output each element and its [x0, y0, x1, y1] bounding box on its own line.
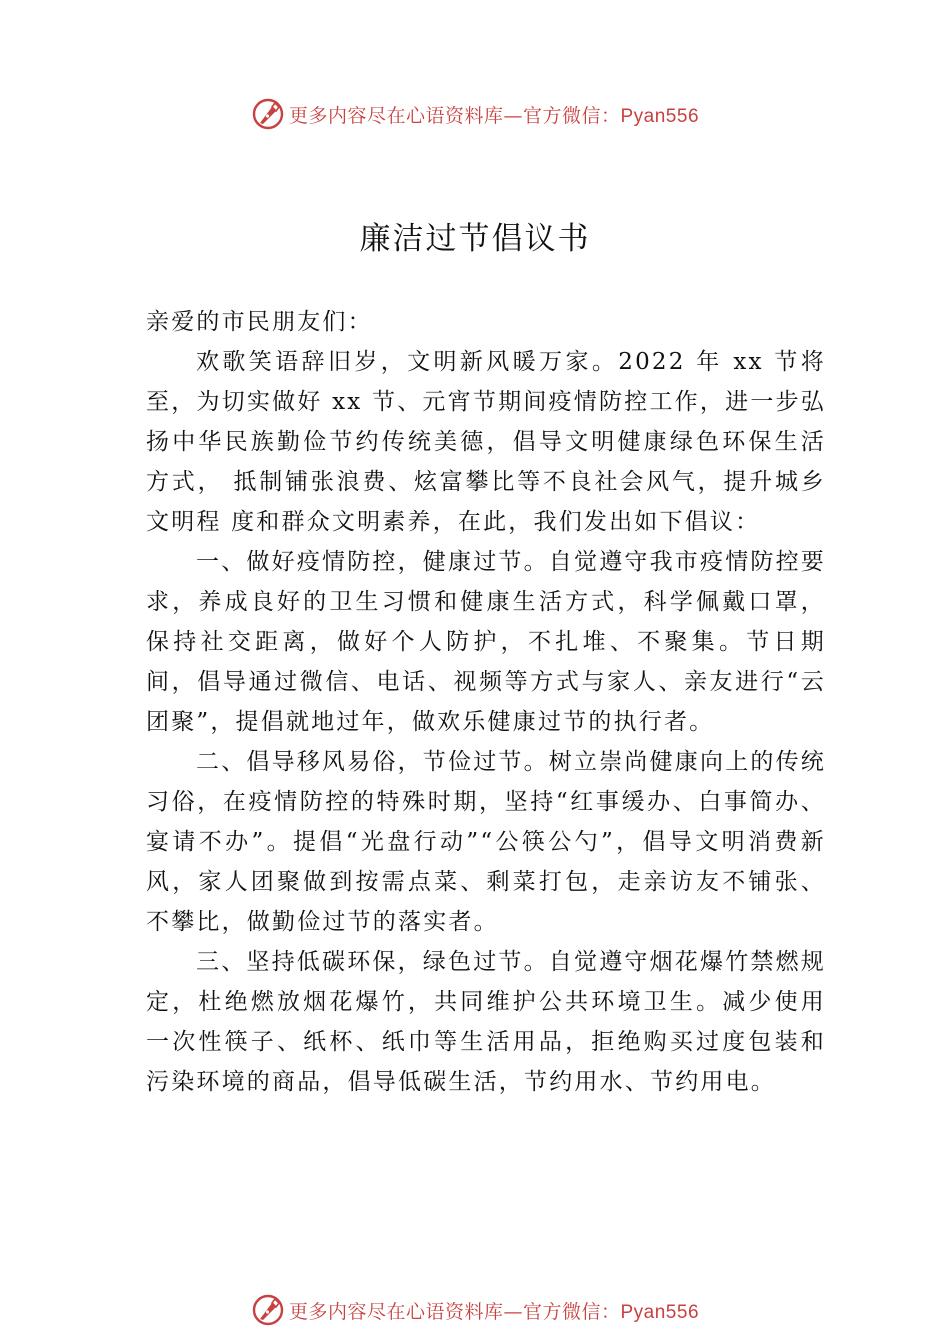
pen-nib-icon	[251, 97, 285, 131]
paragraph-3: 三、坚持低碳环保，绿色过节。自觉遵守烟花爆竹禁燃规定，杜绝燃放烟花爆竹，共同维护公共环境卫生。减少使用一次性筷子、纸杯、纸巾等生活用品，拒绝购买过度包装和污染环境的商品，倡导低碳生活，节约用水、节约用电。	[146, 949, 826, 1095]
watermark-label: 更多内容尽在心语资料库—官方微信：	[288, 1300, 621, 1323]
paragraph-1: 一、做好疫情防控，健康过节。自觉遵守我市疫情防控要求，养成良好的卫生习惯和健康生活方式，科学佩戴口罩，保持社交距离，做好个人防护，不扎堆、不聚集。节日期间，倡导通过微信、电话、视频等方式与家人、亲友进行“云团聚”，提倡就地过年，做欢乐健康过节的执行者。	[146, 549, 826, 735]
watermark-wechat-id: Pyan556	[620, 105, 700, 127]
footer-watermark	[0, 1290, 950, 1330]
watermark-text	[289, 1297, 699, 1324]
document-body	[146, 302, 826, 1102]
paragraph-intro: 欢歌笑语辞旧岁，文明新风暖万家。2022 年 xx 节将至，为切实做好 xx 节、元宵节期间疫情防控工作，进一步弘扬中华民族勤俭节约传统美德，倡导文明健康绿色环保生活方式， 抵制铺张浪费、炫富攀比等不良社会风气，提升城乡文明程 度和群众文明素养，在此，我们发出如下倡议：	[146, 349, 826, 535]
salutation: 亲爱的市民朋友们：	[146, 309, 373, 335]
document-title: 廉洁过节倡议书	[359, 220, 591, 257]
watermark-text	[289, 101, 699, 128]
pen-nib-icon	[251, 1293, 285, 1327]
watermark-label: 更多内容尽在心语资料库—官方微信：	[288, 104, 621, 127]
header-watermark	[0, 94, 950, 134]
paragraph-2: 二、倡导移风易俗，节俭过节。树立崇尚健康向上的传统习俗，在疫情防控的特殊时期，坚持“红事缓办、白事简办、宴请不办”。提倡“光盘行动”“公筷公勺”，倡导文明消费新风，家人团聚做到按需点菜、剩菜打包，走亲访友不铺张、不攀比，做勤俭过节的落实者。	[146, 749, 826, 935]
watermark-wechat-id: Pyan556	[620, 1301, 700, 1323]
